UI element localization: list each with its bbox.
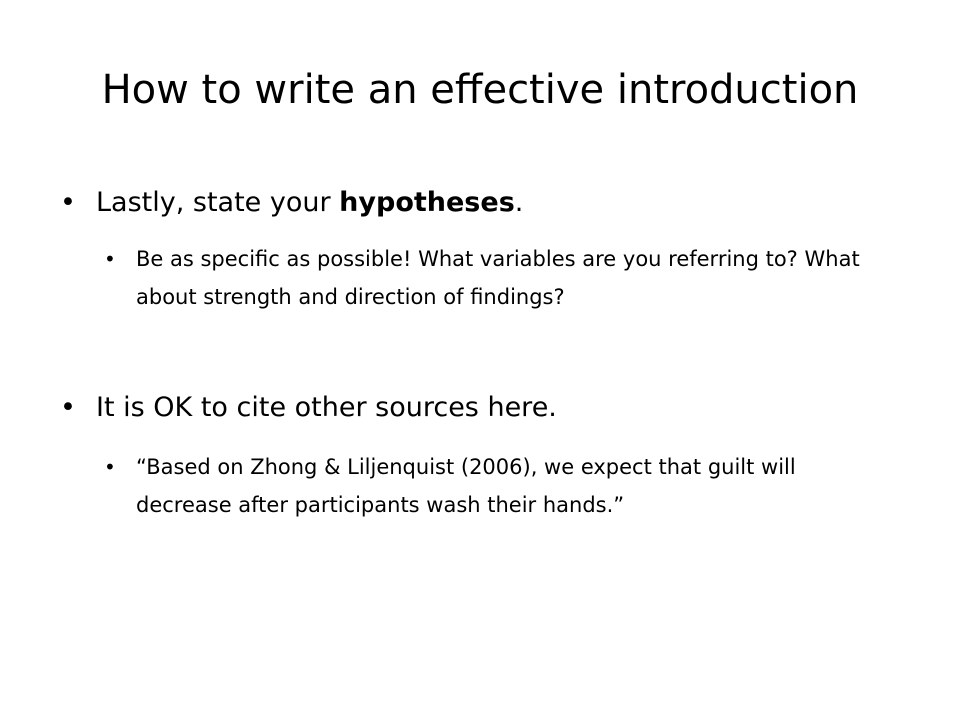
bullet-dot-icon: • — [104, 247, 116, 271]
bullet-dot-icon: • — [60, 187, 76, 218]
bullet-item — [60, 390, 557, 426]
bullet-dot-icon: • — [104, 455, 116, 479]
sub-bullet-item — [104, 448, 896, 524]
bullet-text-emphasis: hypotheses — [339, 187, 515, 218]
sub-bullet-text: “Based on Zhong & Liljenquist (2006), we expect that guilt will decrease after participants wash their hands.” — [136, 455, 796, 517]
bullet-dot-icon: • — [60, 392, 76, 423]
sub-bullet-item — [104, 240, 896, 316]
bullet-text: It is OK to cite other sources here. — [96, 392, 557, 423]
bullet-item — [60, 185, 524, 221]
sub-bullet-text: Be as specific as possible! What variables are you referring to? What about strength and direction of findings? — [136, 247, 860, 309]
bullet-text-suffix: . — [514, 187, 524, 218]
bullet-text-prefix: Lastly, state your — [96, 187, 340, 218]
slide-title: How to write an effective introduction — [101, 67, 859, 113]
